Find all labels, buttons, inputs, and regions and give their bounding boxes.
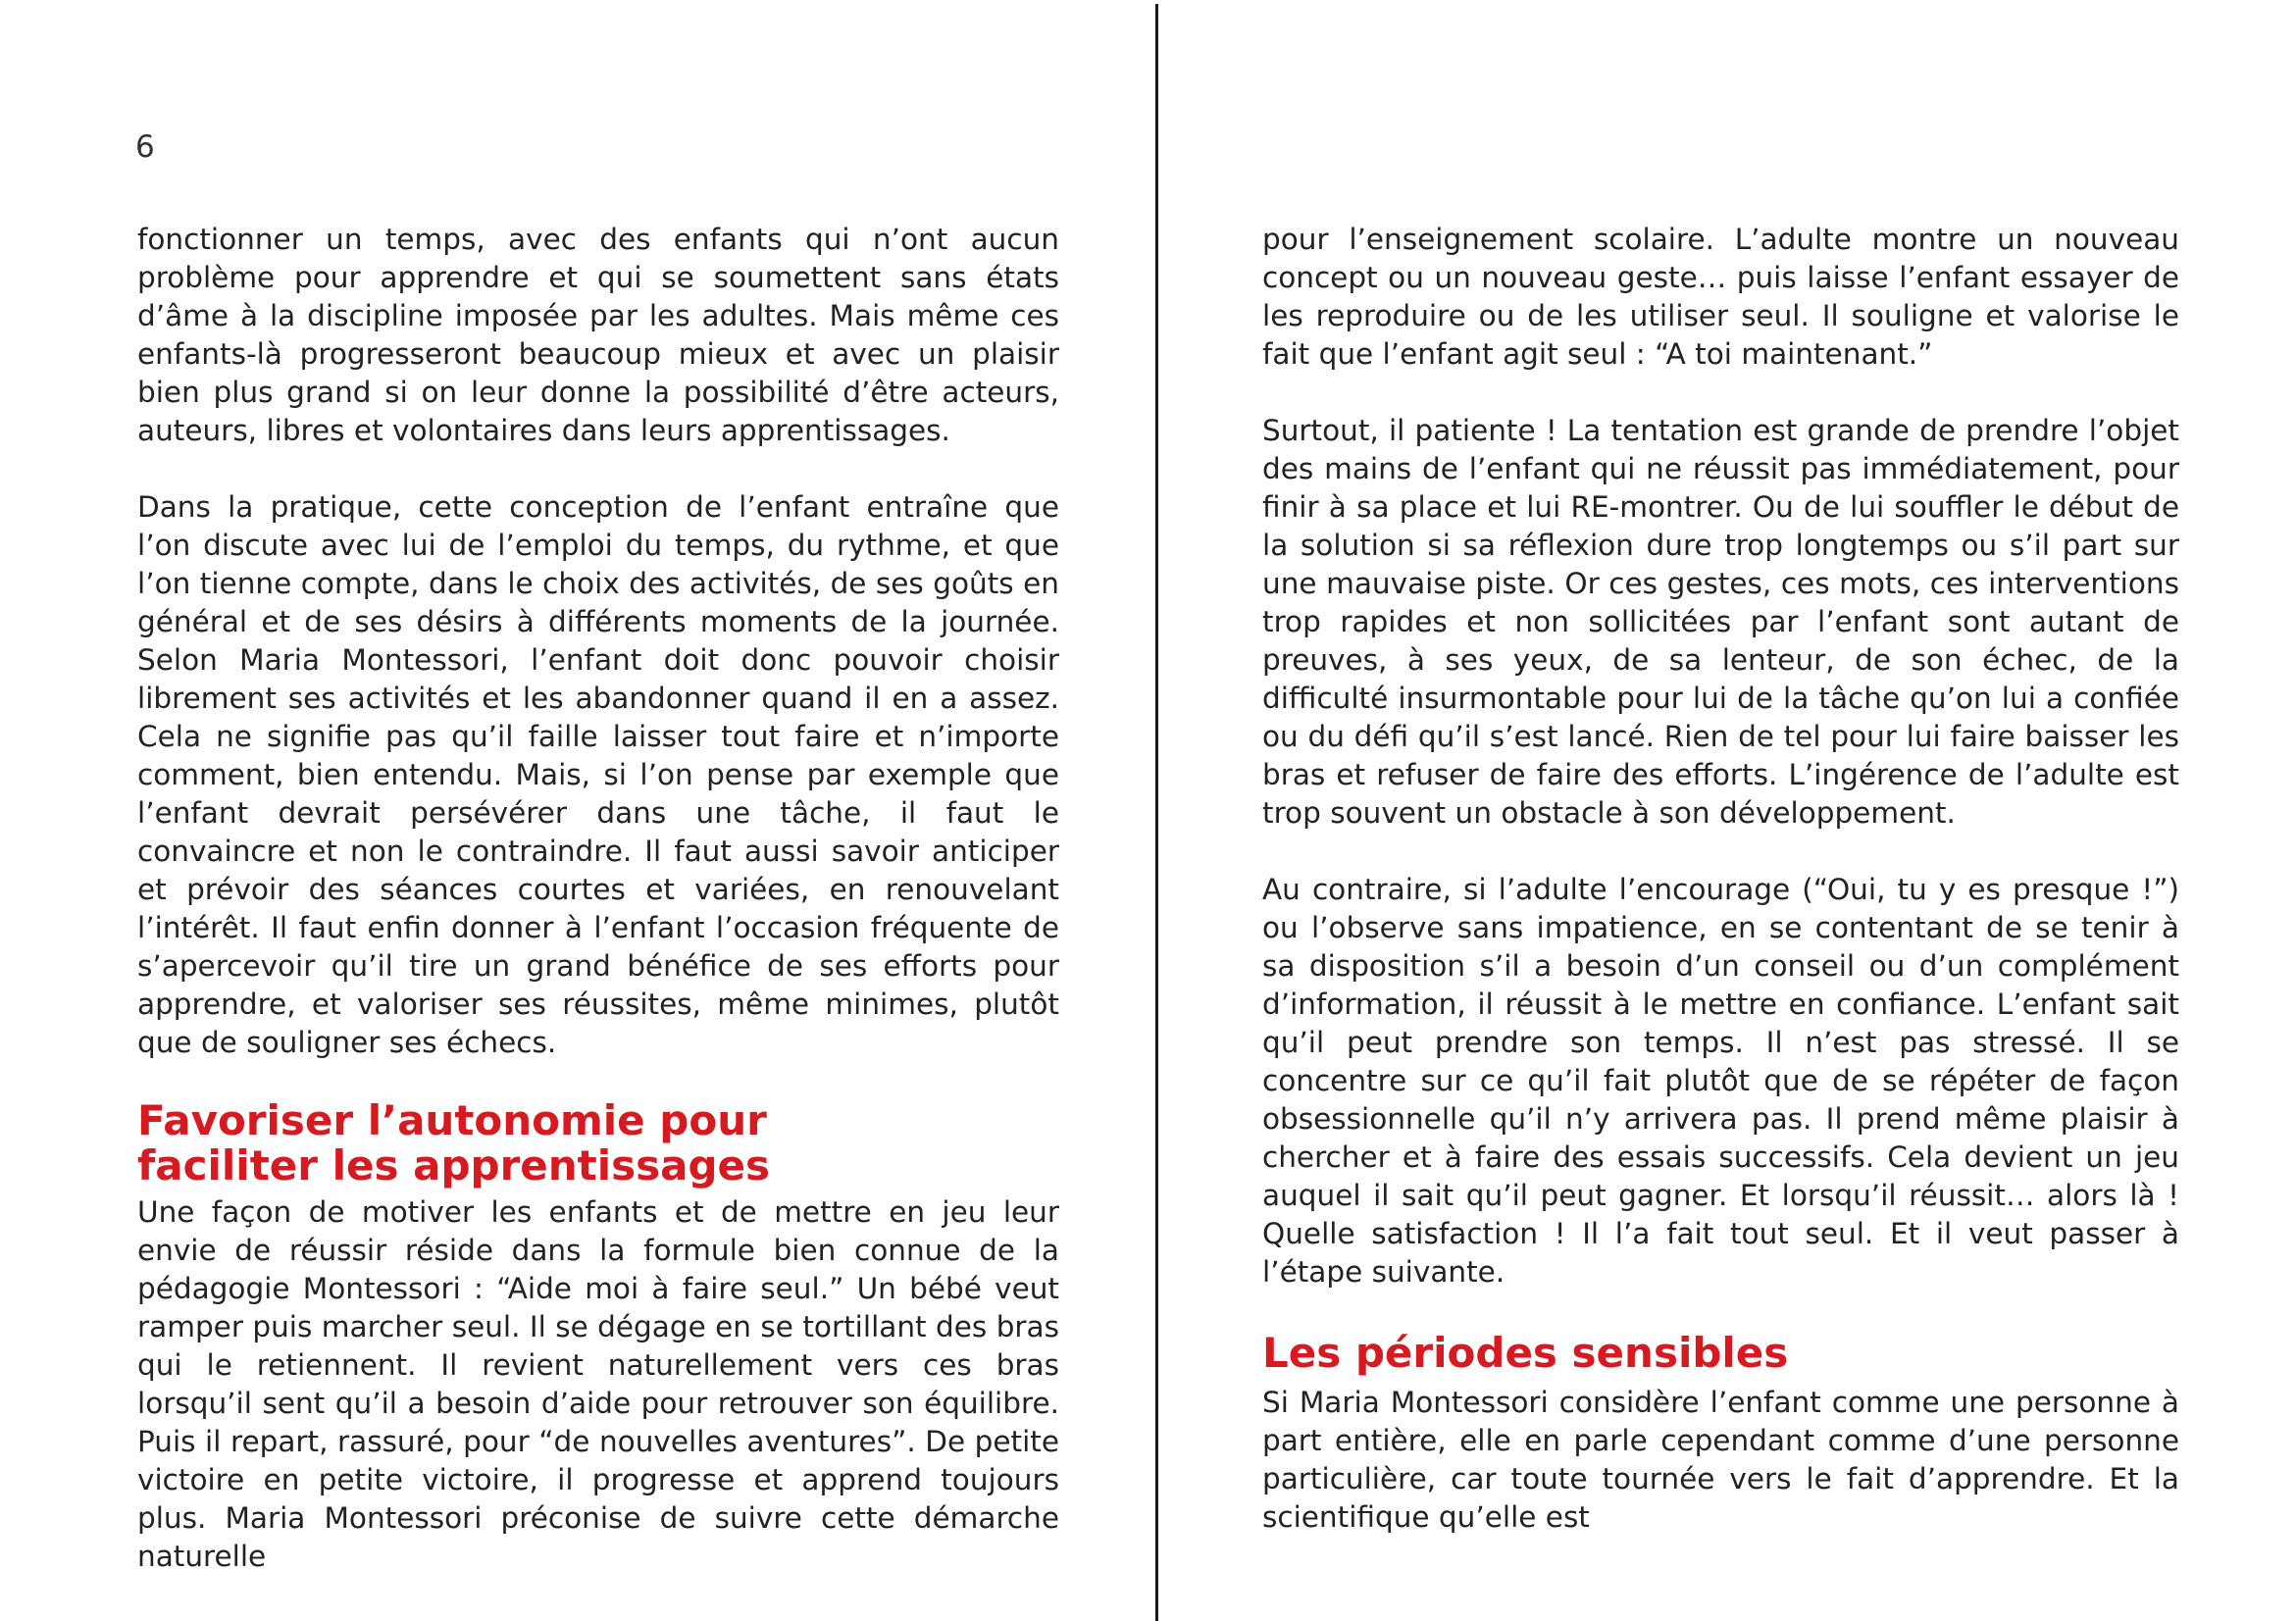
left-text-column [137,221,1059,1576]
right-paragraph-2: Surtout, il patiente ! La tentation est grande de prendre l’objet des mains de l’enfant qui ne réussit pas immédiatement, pour finir à sa place et lui RE-montrer. Ou de lui souffler le début de la solution si sa réflexion dure trop longtemps ou s’il part sur une mauvaise piste. Or ces gestes, ces mots, ces interventions trop rapides et non sollicitées par l’enfant sont autant de preuves, à ses yeux, de sa lenteur, de son échec, de la difficulté insurmontable pour lui de la tâche qu’on lui a confiée ou du défi qu’il s’est lancé. Rien de tel pour lui faire baisser les bras et refuser de faire des efforts. L’ingérence de l’adulte est trop souvent un obstacle à son développement. [1262,414,2179,830]
left-paragraph-3: Une façon de motiver les enfants et de mettre en jeu leur envie de réussir réside dans la formule bien connue de la pédagogie Montessori : “Aide moi à faire seul.” Un bébé veut ramper puis marcher seul. Il se dégage en se tortillant des bras qui le retiennent. Il revient naturellement vers ces bras lorsqu’il sent qu’il a besoin d’aide pour retrouver son équilibre. Puis il repart, rassuré, pour “de nouvelles aventures”. De petite victoire en petite victoire, il progresse et apprend toujours plus. Maria Montessori préconise de suivre cette démarche naturelle [137,1195,1059,1573]
right-paragraph-3: Au contraire, si l’adulte l’encourage (“Oui, tu y es presque !”) ou l’observe sans impatience, en se contentant de se tenir à sa disposition s’il a besoin d’un conseil ou d’un complément d’information, il réussit à le mettre en confiance. L’enfant sait qu’il peut prendre son temps. Il n’est pas stressé. Il se concentre sur ce qu’il fait plutôt que de se répéter de façon obsessionnelle qu’il n’y arrivera pas. Il prend même plaisir à chercher et à faire des essais successifs. Cela devient un jeu auquel il sait qu’il peut gagner. Et lorsqu’il réussit… alors là ! Quelle satisfaction ! Il l’a fait tout seul. Et il veut passer à l’étape suivante. [1262,873,2179,1289]
right-paragraph-1: pour l’enseignement scolaire. L’adulte montre un nouveau concept ou un nouveau geste… puis laisse l’enfant essayer de les reproduire ou de les utiliser seul. Il souligne et valorise le fait que l’enfant agit seul : “A toi maintenant.” [1262,223,2179,371]
right-text-column [1262,221,2179,1537]
left-paragraph-2: Dans la pratique, cette conception de l’enfant entraîne que l’on discute avec lui de l’emploi du temps, du rythme, et que l’on tienne compte, dans le choix des activités, de ses goûts en général et de ses désirs à différents moments de la journée. Selon Maria Montessori, l’enfant doit donc pouvoir choisir librement ses activités et les abandonner quand il en a assez. Cela ne signifie pas qu’il faille laisser tout faire et n’importe comment, bien entendu. Mais, si l’on pense par exemple que l’enfant devrait persévérer dans une tâche, il faut le convaincre et non le contraindre. Il faut aussi savoir anticiper et prévoir des séances courtes et variées, en renouvelant l’intérêt. Il faut enfin donner à l’enfant l’occasion fréquente de s’apercevoir qu’il tire un grand bénéfice de ses efforts pour apprendre, et valoriser ses réussites, même minimes, plutôt que de souligner ses échecs. [137,490,1059,1059]
right-page [1159,0,2296,1621]
page-divider [1155,4,1158,1621]
section-heading-periodes-sensibles: Les périodes sensibles [1262,1329,1789,1377]
section-heading-autonomie: Favoriser l’autonomie pour faciliter les apprentissages [137,1096,771,1190]
right-paragraph-4: Si Maria Montessori considère l’enfant comme une personne à part entière, elle en parle cependant comme d’une personne particulière, car toute tournée vers le fait d’apprendre. Et la scientifique qu’elle est [1262,1386,2179,1534]
page-number: 6 [135,129,155,165]
left-paragraph-1: fonctionner un temps, avec des enfants qui n’ont aucun problème pour apprendre et qui se soumettent sans états d’âme à la discipline imposée par les adultes. Mais même ces enfants-là progresseront beaucoup mieux et avec un plaisir bien plus grand si on leur donne la possibilité d’être acteurs, auteurs, libres et volontaires dans leurs apprentissages. [137,223,1059,447]
